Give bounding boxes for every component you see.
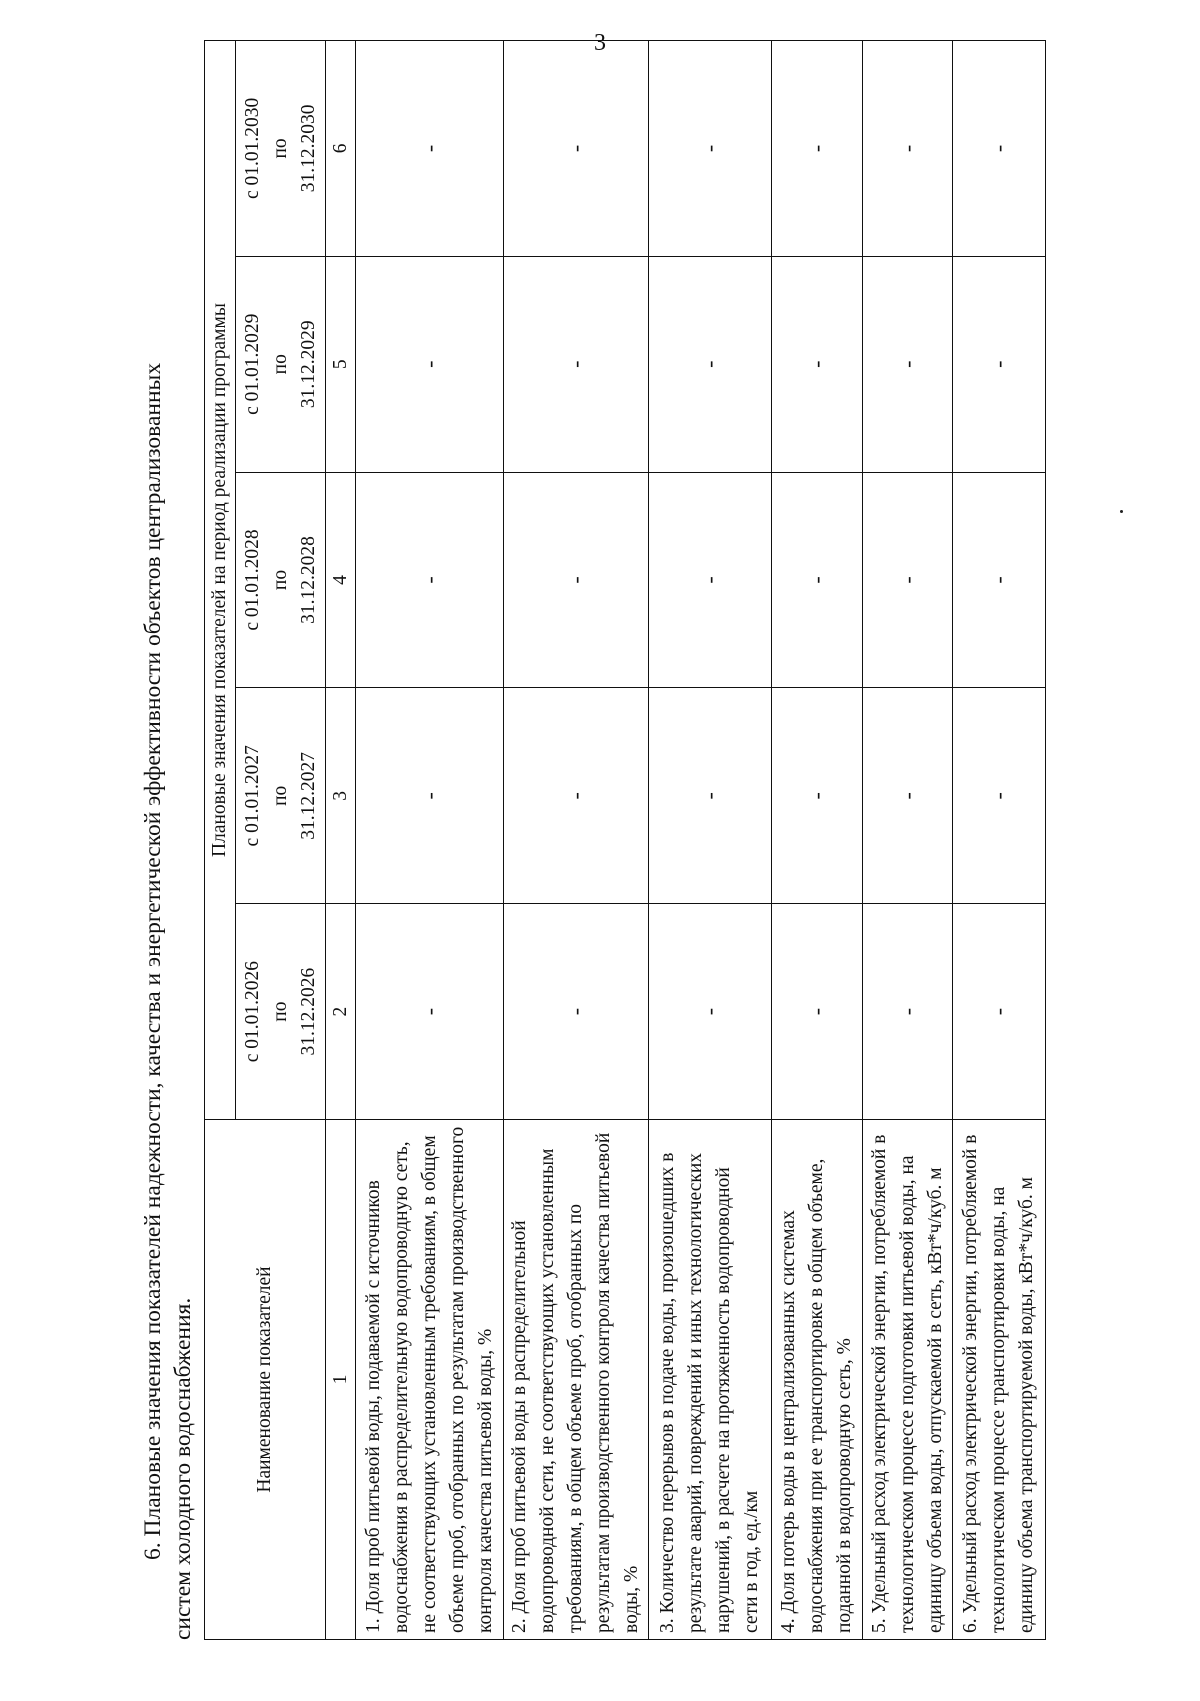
column-number: 2 — [326, 904, 356, 1120]
indicator-value: - — [953, 256, 1046, 472]
table-row — [953, 41, 1046, 1640]
indicator-value: - — [504, 41, 649, 257]
indicator-name: 3. Количество перерывов в подаче воды, произошедших в результате аварий, повреждений и иных технологических нарушений, в расчете на протяженность водопроводной сети в год, ед./км — [649, 1120, 772, 1640]
indicator-value: - — [649, 472, 772, 688]
table-row — [356, 41, 504, 1640]
period-header: с 01.01.2029 по 31.12.2029 — [235, 256, 325, 472]
indicator-name: 6. Удельный расход электрической энергии, потребляемой в технологическом процессе транспортировки воды, на единицу объема транспортируемой воды, кВт*ч/куб. м — [953, 1120, 1046, 1640]
indicator-value: - — [356, 688, 504, 904]
indicator-value: - — [772, 41, 862, 257]
table-row — [504, 41, 649, 1640]
indicator-value: - — [862, 688, 952, 904]
indicator-value: - — [504, 256, 649, 472]
column-number: 6 — [326, 41, 356, 257]
indicator-value: - — [953, 904, 1046, 1120]
indicator-value: - — [953, 688, 1046, 904]
indicator-value: - — [356, 256, 504, 472]
table-row — [772, 41, 862, 1640]
indicators-table — [204, 40, 1046, 1640]
indicator-name: 4. Доля потерь воды в централизованных системах водоснабжения при ее транспортировке в общем объеме, поданной в водопроводную сеть, % — [772, 1120, 862, 1640]
table-row — [862, 41, 952, 1640]
heading-line-1: 6. Плановые значения показателей надежности, качества и энергетической эффективности объектов централизованных — [140, 362, 166, 1560]
indicator-value: - — [772, 904, 862, 1120]
period-header: с 01.01.2027 по 31.12.2027 — [235, 688, 325, 904]
indicator-value: - — [772, 256, 862, 472]
indicator-value: - — [953, 41, 1046, 257]
indicator-value: - — [356, 41, 504, 257]
indicator-value: - — [649, 256, 772, 472]
indicator-name: 5. Удельный расход электрической энергии, потребляемой в технологическом процессе подготовки питьевой воды, на единицу объема воды, отпускаемой в сеть, кВт*ч/куб. м — [862, 1120, 952, 1640]
stray-dot — [1120, 510, 1123, 513]
indicator-value: - — [504, 472, 649, 688]
indicator-value: - — [504, 688, 649, 904]
indicator-value: - — [649, 41, 772, 257]
indicator-value: - — [772, 472, 862, 688]
header-row-group — [205, 41, 236, 1640]
indicator-value: - — [953, 472, 1046, 688]
column-number-row — [326, 41, 356, 1640]
page-number: 3 — [594, 30, 606, 56]
indicator-value: - — [772, 688, 862, 904]
indicator-value: - — [356, 472, 504, 688]
column-number: 3 — [326, 688, 356, 904]
group-header: Плановые значения показателей на период реализации программы — [205, 41, 236, 1120]
indicator-name: 1. Доля проб питьевой воды, подаваемой с источников водоснабжения в распределительную водопроводную сеть, не соответствующих установленным требованиям, в общем объеме проб, отобранных по результатам производственного контроля качества питьевой воды, % — [356, 1120, 504, 1640]
indicator-value: - — [862, 904, 952, 1120]
indicator-name: 2. Доля проб питьевой воды в распределительной водопроводной сети, не соответствующих установленным требованиям, в общем объеме проб, отобранных по результатам производственного контроля качества питьевой воды, % — [504, 1120, 649, 1640]
indicator-value: - — [356, 904, 504, 1120]
indicator-value: - — [862, 472, 952, 688]
section-heading — [138, 40, 198, 1640]
indicator-value: - — [862, 256, 952, 472]
indicator-value: - — [504, 904, 649, 1120]
column-number: 1 — [326, 1120, 356, 1640]
indicator-value: - — [862, 41, 952, 257]
indicator-value: - — [649, 904, 772, 1120]
name-header: Наименование показателей — [205, 1120, 326, 1640]
period-header: с 01.01.2030 по 31.12.2030 — [235, 41, 325, 257]
table-row — [649, 41, 772, 1640]
period-header: с 01.01.2026 по 31.12.2026 — [235, 904, 325, 1120]
column-number: 5 — [326, 256, 356, 472]
rotated-content — [138, 40, 1058, 1640]
period-header: с 01.01.2028 по 31.12.2028 — [235, 472, 325, 688]
indicator-value: - — [649, 688, 772, 904]
column-number: 4 — [326, 472, 356, 688]
heading-line-2: систем холодного водоснабжения. — [170, 1297, 196, 1640]
